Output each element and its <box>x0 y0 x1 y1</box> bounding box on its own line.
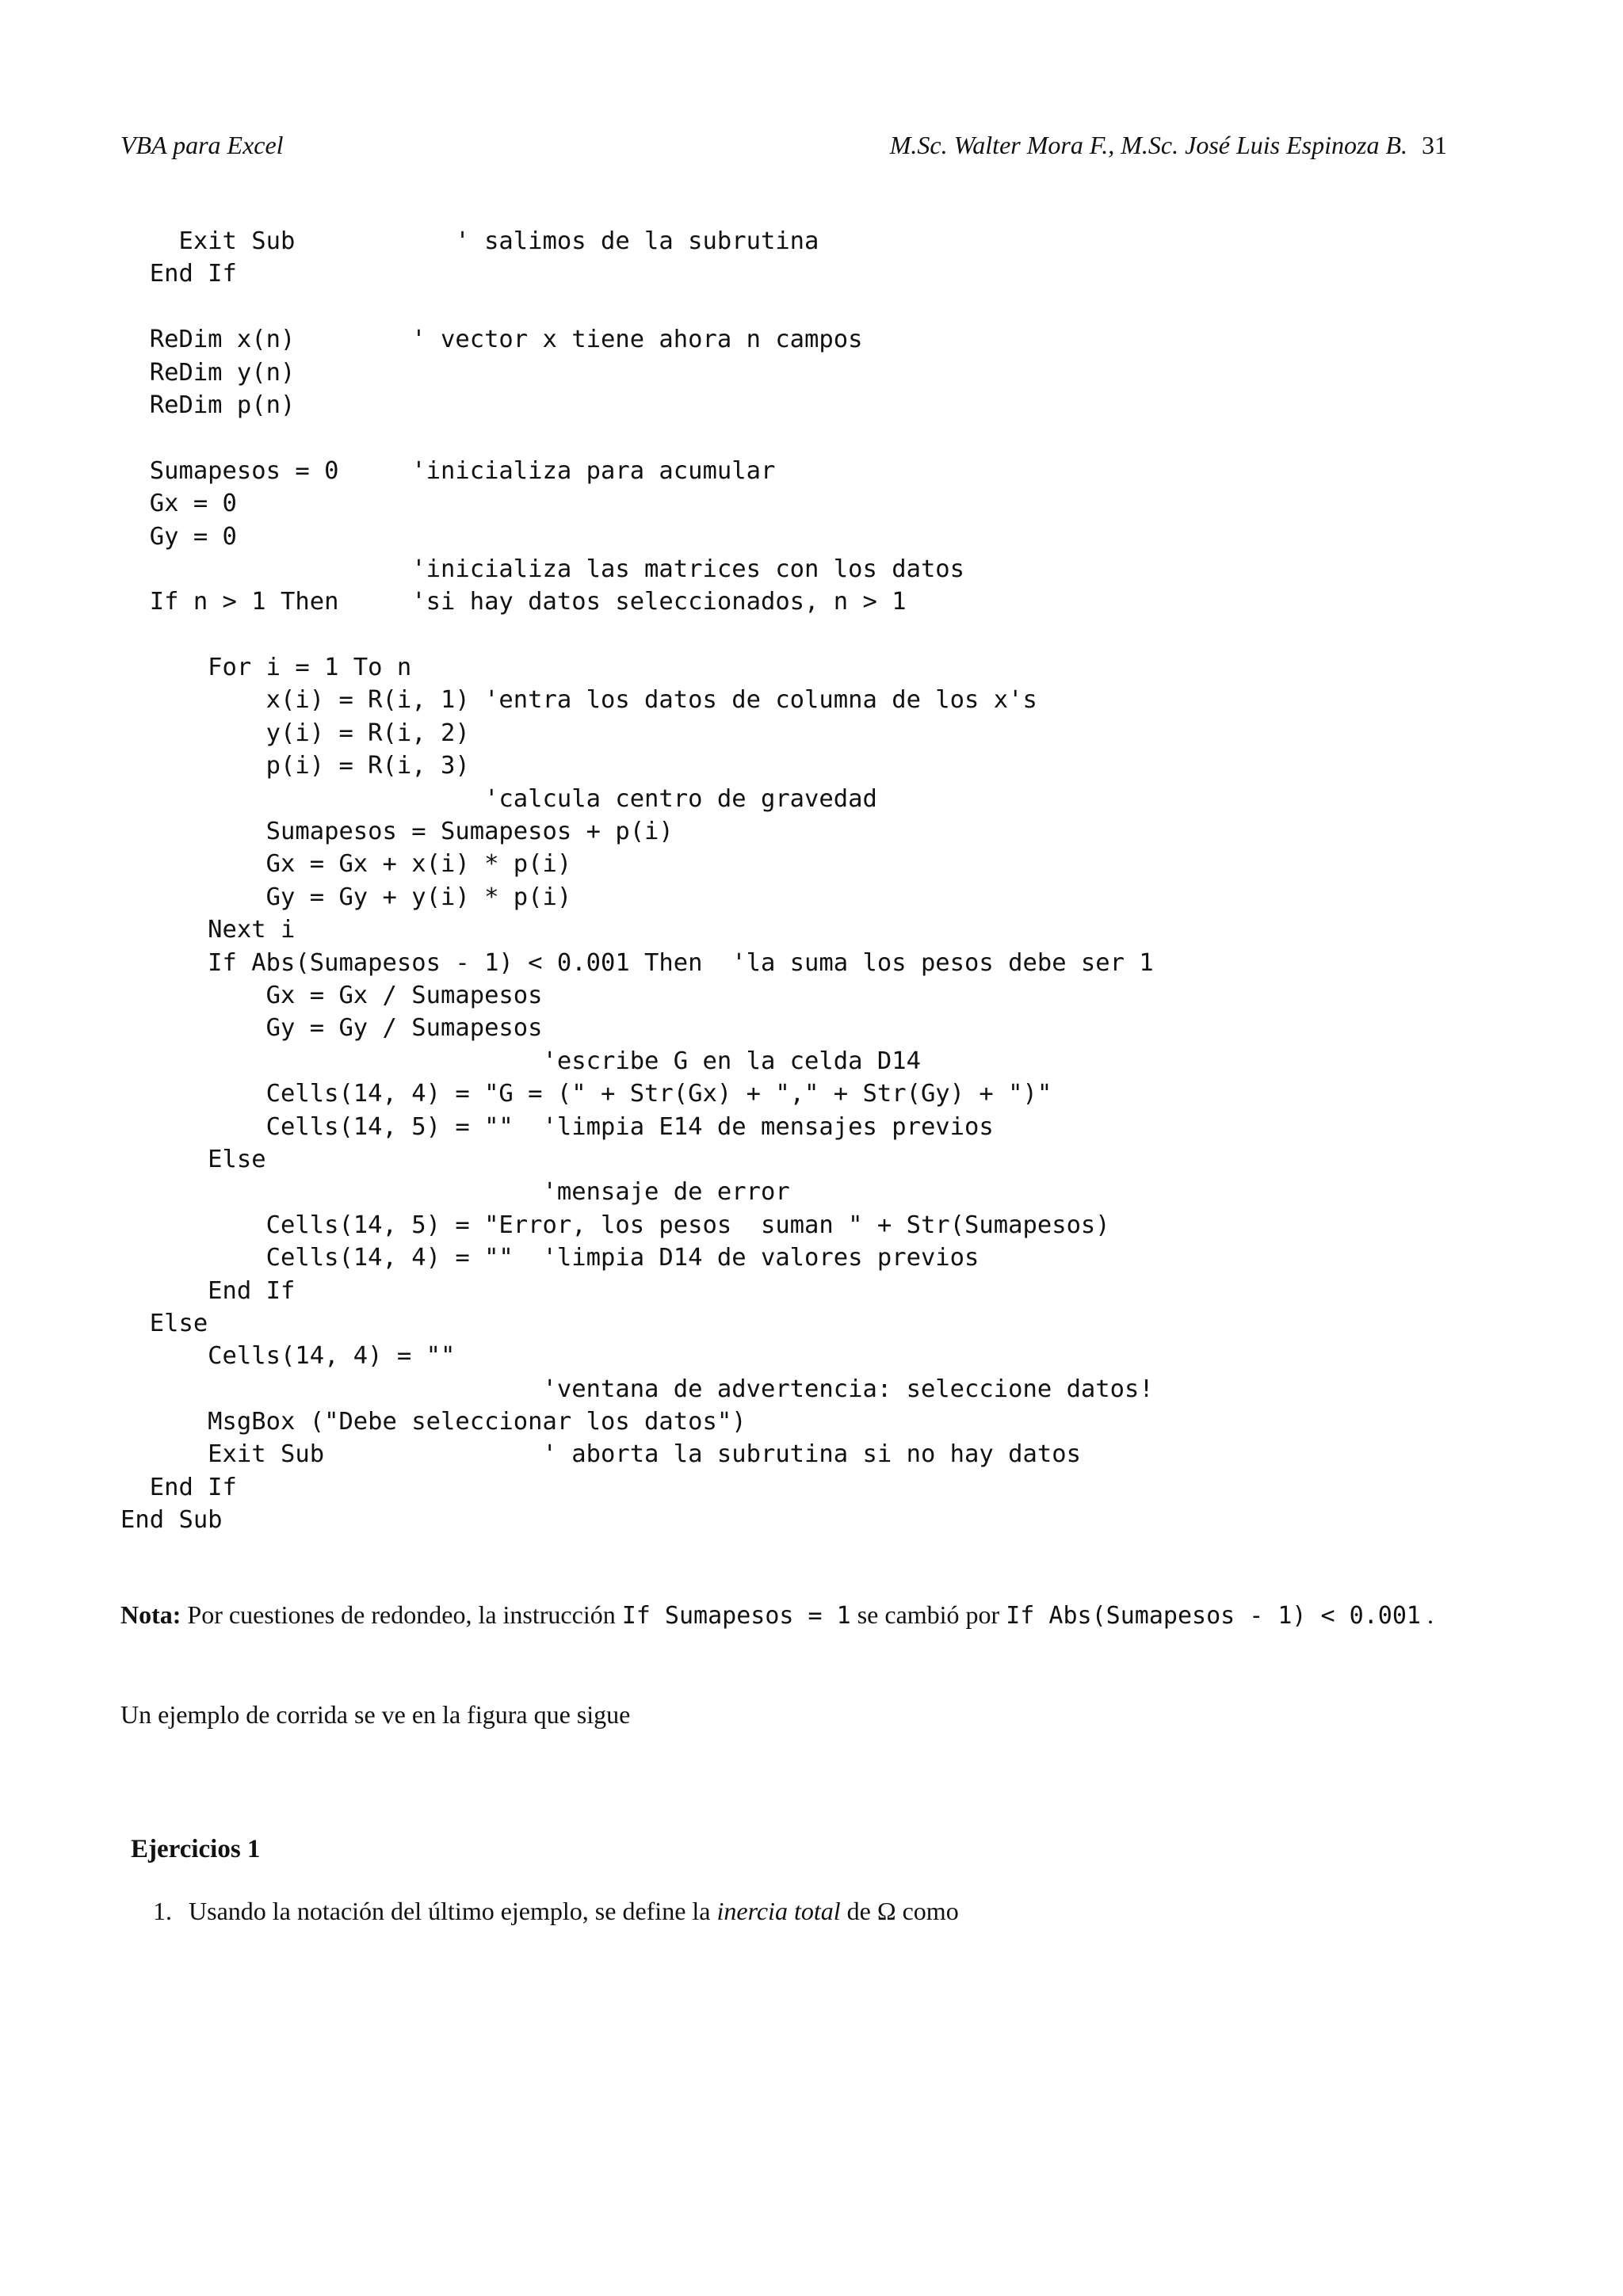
code-line: Gx = Gx + x(i) * p(i) <box>120 850 572 879</box>
code-line <box>120 291 1154 323</box>
note-paragraph <box>120 1598 1452 1633</box>
note-text-3: . <box>1421 1600 1434 1629</box>
code-line: Cells(14, 5) = "Error, los pesos suman " + Str(Sumapesos) <box>120 1211 1110 1239</box>
code-line: 'ventana de advertencia: seleccione datos! <box>120 1375 1154 1403</box>
note-text-2: se cambió por <box>850 1600 1006 1629</box>
code-line: Next i <box>120 916 296 944</box>
running-header-title: VBA para Excel <box>120 131 284 159</box>
code-line: End If <box>120 1473 237 1501</box>
code-line: 'mensaje de error <box>120 1178 790 1207</box>
code-line: Else <box>120 1309 208 1337</box>
code-line: Gx = 0 <box>120 490 237 518</box>
code-line: Cells(14, 4) = "" 'limpia D14 de valores previos <box>120 1244 980 1272</box>
section-title: Ejercicios 1 <box>131 1835 261 1863</box>
code-line: Gy = Gy + y(i) * p(i) <box>120 883 572 911</box>
code-line: Sumapesos = Sumapesos + p(i) <box>120 818 674 846</box>
code-line <box>120 619 1154 651</box>
header-authors: M.Sc. Walter Mora F., M.Sc. José Luis Espinoza B. <box>889 131 1407 159</box>
note-code-1: If Sumapesos = 1 <box>621 1602 851 1630</box>
code-line: Cells(14, 5) = "" 'limpia E14 de mensajes previos <box>120 1112 994 1141</box>
note-text-1: Por cuestiones de redondeo, la instrucción <box>181 1600 622 1629</box>
code-line: ReDim x(n) ' vector x tiene ahora n campos <box>120 326 863 354</box>
code-line: Exit Sub ' aborta la subrutina si no hay datos <box>120 1440 1081 1469</box>
code-line: 'escribe G en la celda D14 <box>120 1047 921 1075</box>
code-line: End Sub <box>120 1506 223 1535</box>
exercise-item <box>153 1894 959 1928</box>
code-line: If n > 1 Then 'si hay datos seleccionados, n > 1 <box>120 588 907 616</box>
note-code-2: If Abs(Sumapesos - 1) < 0.001 <box>1006 1602 1421 1630</box>
code-line: Sumapesos = 0 'inicializa para acumular <box>120 456 776 485</box>
code-line: ReDim y(n) <box>120 358 296 387</box>
running-header-authors <box>890 129 1447 161</box>
code-line: 'calcula centro de gravedad <box>120 784 877 813</box>
code-line: 'inicializa las matrices con los datos <box>120 555 965 583</box>
code-line: Gy = 0 <box>120 522 237 551</box>
code-line: Exit Sub ' salimos de la subrutina <box>120 227 819 255</box>
code-listing <box>120 225 1154 1537</box>
page-number: 31 <box>1422 131 1447 159</box>
exercise-emphasis: inercia total <box>716 1897 841 1925</box>
code-line: Cells(14, 4) = "" <box>120 1342 456 1371</box>
code-line: p(i) = R(i, 3) <box>120 752 470 780</box>
code-line <box>120 421 1154 454</box>
code-line: Gx = Gx / Sumapesos <box>120 981 543 1009</box>
code-line: If Abs(Sumapesos - 1) < 0.001 Then 'la suma los pesos debe ser 1 <box>120 948 1154 977</box>
code-line: End If <box>120 260 237 288</box>
code-line: End If <box>120 1276 296 1305</box>
figure-intro-paragraph: Un ejemplo de corrida se ve en la figura que sigue <box>120 1700 631 1729</box>
code-line: ReDim p(n) <box>120 391 296 419</box>
exercise-number: 1. <box>153 1897 172 1925</box>
note-label: Nota: <box>120 1600 181 1629</box>
code-line: MsgBox ("Debe seleccionar los datos") <box>120 1408 747 1436</box>
code-line: x(i) = R(i, 1) 'entra los datos de columna de los x's <box>120 686 1037 715</box>
code-line: y(i) = R(i, 2) <box>120 719 470 747</box>
exercise-text-1: Usando la notación del último ejemplo, se define la <box>189 1897 717 1925</box>
code-line: Else <box>120 1145 266 1173</box>
code-line: Cells(14, 4) = "G = (" + Str(Gx) + "," + Str(Gy) + ")" <box>120 1080 1052 1108</box>
code-line: For i = 1 To n <box>120 654 412 682</box>
exercise-text-2: de Ω como <box>840 1897 959 1925</box>
code-line: Gy = Gy / Sumapesos <box>120 1014 543 1043</box>
